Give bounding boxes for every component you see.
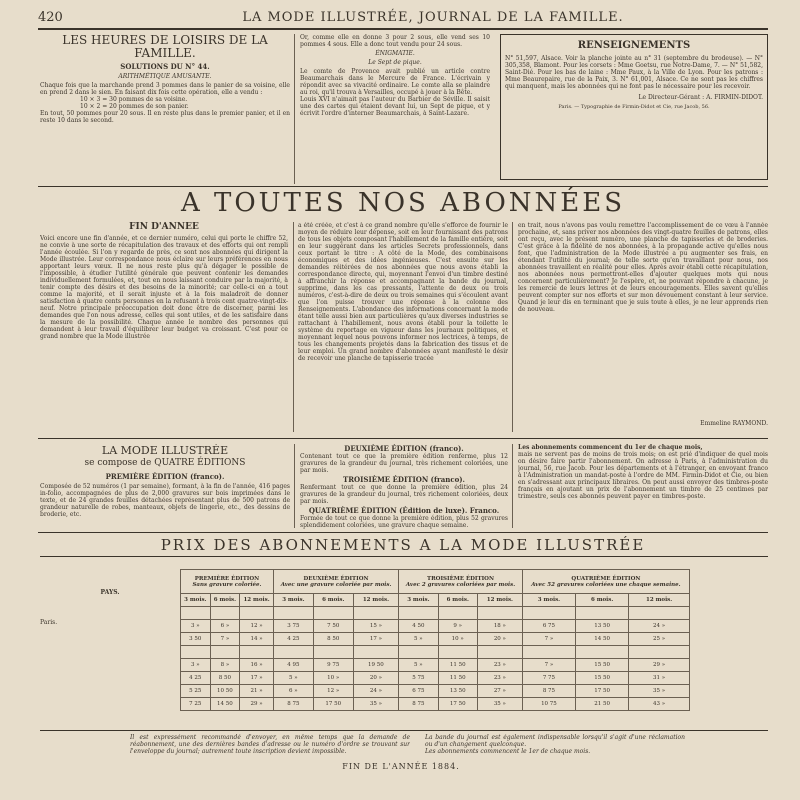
enigma-text-2: Louis XVI n'aimait pas l'auteur du Barbier de Séville. Il saisit une des cartes qui étaient devant lui, un Sept de pique, et y écrivit l'ordre d'interner Beaumarchais, à Saint-Lazare.: [300, 96, 490, 117]
running-header: [38, 6, 768, 30]
enigma-heading: Le Sept de pique.: [368, 59, 422, 66]
renseignements-text: N° 51,597, Alsace. Voir la planche jointe au n° 31 (septembre du brodeuse). — N° 305,358, Blamont. Pour les corsets : Mme Goetsu, rue Notre-Dame, 7. — N° 51,582, Saint-Dié. Pour les bas de laine : Mme Paux, à la Ville de Lyon. Pour les patrons : Mme Beaurepaire, rue de la Paix, 3. N° 61,001, Alsace. Ce ne sont pas les chiffres qui manquent, mais les abonnées qui ne font pas le nécessaire pour les recevoir.: [505, 55, 763, 90]
unit-cell: [576, 607, 629, 620]
enigma-intro: Or, comme elle en donne 3 pour 2 sous, elle vend ses 10 pommes 4 sous. Elle a donc tout vendu pour 24 sous.: [300, 34, 490, 48]
price-cell: [353, 646, 399, 659]
price-cell: 8 50: [210, 672, 240, 685]
pays-header: PAYS.: [100, 589, 120, 596]
printer-line: Paris. — Typographie de Firmin-Didot et Cie, rue Jacob, 56.: [558, 104, 710, 110]
price-cell: [240, 646, 274, 659]
period-header: 3 mois.: [522, 594, 575, 607]
price-cell: 8 75: [522, 685, 575, 698]
fourth-edition-title: QUATRIÈME ÉDITION (Édition de luxe). Franco.: [308, 506, 500, 515]
edition-note: Avec une gravure coloriée par mois.: [280, 581, 392, 588]
price-cell: 7 »: [522, 659, 575, 672]
edition-note: Avec 52 gravures coloriées une chaque semaine.: [531, 581, 681, 588]
unit-cell: [438, 607, 477, 620]
footer: FIN DE L'ANNÉE 1884.: [342, 762, 460, 771]
price-cell: 15 50: [576, 672, 629, 685]
third-edition-text: Renfermant tout ce que donne la première édition, plus 24 gravures de la grandeur du journal, très richement coloriées, deux par mois.: [300, 484, 508, 505]
abonnees-title: A TOUTES NOS ABONNÉES: [180, 188, 626, 218]
second-edition-title: DEUXIÈME ÉDITION (franco).: [344, 444, 464, 453]
column-rule: [294, 444, 295, 528]
editions-title-1: LA MODE ILLUSTRÉE: [101, 444, 229, 457]
price-cell: [576, 646, 629, 659]
price-cell: 11 50: [438, 672, 477, 685]
period-header: 6 mois.: [438, 594, 477, 607]
period-header: 6 mois.: [576, 594, 629, 607]
price-cell: 7 50: [313, 620, 353, 633]
edition-name: PREMIÈRE ÉDITION: [194, 575, 260, 582]
subscriptions-info: [518, 444, 768, 530]
price-cell: 10 »: [313, 672, 353, 685]
abonnees-text-2: a été créée, et c'est à ce grand nombre qu'elle s'efforce de fournir le moyen de réduire leur dépense, soit en leur fournissant des patrons de tous les objets composant l'habillement de la famille entière, soit en leur suggérant dans les articles Secrets professionnels, dans ceux portant le titre : A côté de la Mode, des combinaisons économiques et des idées ingénieuses. C'est ensuite sur les demandes réitérées de nos abonnées que nous avons établi la correspondance directe, qui, moyennant l'envoi d'un timbre destiné à affranchir la réponse et accompagnant la bande du journal, supprime, dans les cas pressants, l'attente de deux ou trois numéros, c'est-à-dire de deux ou trois semaines qui s'écoulent avant que l'on puisse trouver une réponse à la colonne des Renseignements. L'abondance des informations concernant la mode étant telle aussi bien aux particulières qu'aux diverses industries se rattachant à l'habillement, nous avons établi pour la toilette le système du reportage en vigueur dans les journaux politiques, et moyennant lequel nous pouvons informer nos lectrices, à temps, de tous les changements projetés dans la fabrication des tissus et de leur emploi. Un grand nombre d'abonnées ayant manifesté le désir de recevoir une planche de tapisserie tracée: [298, 222, 508, 362]
price-cell: 10 50: [210, 685, 240, 698]
price-cell: 13 50: [438, 685, 477, 698]
price-cell: 5 75: [399, 672, 438, 685]
price-cell: [629, 646, 690, 659]
arithmetic-caption: ARITHMÉTIQUE AMUSANTE.: [118, 73, 212, 80]
edition-header-row: [181, 570, 690, 594]
section-rule: [38, 532, 768, 533]
price-cell: [438, 646, 477, 659]
price-cell: 17 »: [240, 672, 274, 685]
price-cell: 35 »: [477, 698, 522, 711]
renseignements-box: [500, 34, 768, 180]
price-cell: 7 75: [522, 672, 575, 685]
table-row: [181, 685, 690, 698]
column-rule: [512, 444, 513, 528]
price-cell: 29 »: [629, 659, 690, 672]
price-cell: 8 »: [210, 659, 240, 672]
price-cell: 20 »: [477, 633, 522, 646]
period-header: 6 mois.: [210, 594, 240, 607]
price-cell: [399, 646, 438, 659]
price-cell: [313, 646, 353, 659]
note-left: [130, 734, 410, 760]
unit-cell: [629, 607, 690, 620]
price-cell: 11 50: [438, 659, 477, 672]
price-cell: 8 50: [313, 633, 353, 646]
pays-list: [40, 617, 180, 629]
price-cell: 10 75: [522, 698, 575, 711]
column-rule: [293, 222, 294, 432]
note-right: [425, 734, 685, 760]
price-cell: 8 75: [399, 698, 438, 711]
price-cell: 12 »: [240, 620, 274, 633]
first-edition-text: Composée de 52 numéros (1 par semaine), formant, à la fin de l'année, 416 pages in-folio, accompagnées de plus de 2,000 gravures sur bois imprimées dans le texte, et de 24 grandes feuilles détachées représentant plus de 500 patrons de grandeur naturelle de robes, manteaux, objets de lingerie, etc., des dessins de broderie, etc.: [40, 483, 290, 518]
price-cell: 27 »: [477, 685, 522, 698]
table-top-rule: [40, 556, 768, 557]
editions-title-2: se compose de QUATRE ÉDITIONS: [84, 458, 246, 468]
section-rule: [38, 186, 768, 187]
price-cell: 18 »: [477, 620, 522, 633]
subscriptions-title: Les abonnements commencent du 1er de chaque mois,: [518, 444, 703, 451]
period-header-row: [181, 594, 690, 607]
editions-middle: [300, 444, 508, 530]
first-edition-title: PREMIÈRE ÉDITION (franco).: [105, 472, 225, 481]
second-edition-text: Contenant tout ce que la première édition renferme, plus 12 gravures de la grandeur du journal, très richement coloriées, une par mois.: [300, 453, 508, 474]
period-header: 3 mois.: [181, 594, 211, 607]
price-cell: 7 »: [210, 633, 240, 646]
period-header: 6 mois.: [313, 594, 353, 607]
leisure-title: LES HEURES DE LOISIRS DE LA FAMILLE.: [62, 34, 268, 60]
running-title: LA MODE ILLUSTRÉE, JOURNAL DE LA FAMILLE.: [242, 10, 624, 25]
price-cell: [181, 646, 211, 659]
price-cell: 9 »: [438, 620, 477, 633]
price-cell: 31 »: [629, 672, 690, 685]
price-cell: 6 75: [399, 685, 438, 698]
calc-line-2: 10 × 2 = 20 pommes de son panier.: [80, 103, 189, 110]
arithmetic-conclusion: En tout, 50 pommes pour 20 sous. Il en reste plus dans le premier panier, et il en reste 10 dans le second.: [40, 110, 290, 124]
price-cell: 12 »: [313, 685, 353, 698]
calc-line-1: 10 × 3 = 30 pommes de sa voisine.: [80, 96, 188, 103]
prices-table: [180, 569, 690, 711]
abonnees-text-3: en trait, nous n'avons pas voulu remettre l'accomplissement de ce vœu à l'année prochaine, et, sans priver nos abonnées des vingt-quatre feuilles de patrons, elles ont reçu, avec le présent numéro, une planche de tapisseries et de broderies. C'est grâce à la fidélité de nos abonnées, à la propagande active qu'elles nous font, que l'administration de la Mode illustrée a pu augmenter ses frais, en étendant l'utilité du journal; de telle sorte qu'en travaillant pour nous, nos abonnées travaillent en réalité pour elles. Après avoir établi cette récapitulation, nos abonnées nous permettront-elles d'ajouter quelques mots qui nous concernent particulièrement? Je l'espère, et, ne pouvant répondre à chacune, je les remercie de leurs lettres et de leurs encouragements. Elles savent qu'elles peuvent compter sur nos efforts et sur mon dévouement constant à leur service. Quand je leur dis en terminant que je suis toute à elles, je ne leur apprends rien de nouveau.: [518, 222, 768, 313]
unit-cell: [210, 607, 240, 620]
price-cell: [273, 646, 313, 659]
pays-label: Paris.: [40, 619, 58, 626]
leisure-section: [40, 34, 290, 214]
price-cell: 5 »: [399, 633, 438, 646]
edition-note: Sans gravure coloriée.: [192, 581, 262, 588]
price-cell: 6 »: [273, 685, 313, 698]
column-rule: [512, 222, 513, 432]
price-cell: 17 50: [313, 698, 353, 711]
abonnees-column-1: [40, 222, 288, 434]
period-header: 12 mois.: [629, 594, 690, 607]
edition-note: Avec 2 gravures coloriées par mois.: [405, 581, 516, 588]
price-cell: 21 »: [240, 685, 274, 698]
enigma-caption: ÉNIGMATIE.: [375, 50, 415, 57]
price-cell: 4 25: [273, 633, 313, 646]
price-cell: 35 »: [353, 698, 399, 711]
price-cell: 14 »: [240, 633, 274, 646]
prices-title: PRIX DES ABONNEMENTS A LA MODE ILLUSTRÉE: [160, 536, 646, 554]
enigma-text: Le comte de Provence avait publié un article contre Beaumarchais dans le Mercure de France. L'écrivain y répondit avec sa vivacité ordinaire. Le comte alla se plaindre au roi, qu'il trouva à Versailles, occupé à jouer à la Bête.: [300, 68, 490, 96]
unit-cell: [313, 607, 353, 620]
price-cell: 5 »: [273, 672, 313, 685]
abonnees-column-3: [518, 222, 768, 434]
price-cell: 23 »: [477, 659, 522, 672]
price-cell: 24 »: [353, 685, 399, 698]
price-cell: 24 »: [629, 620, 690, 633]
unit-cell: [273, 607, 313, 620]
price-cell: [210, 646, 240, 659]
price-cell: 35 »: [629, 685, 690, 698]
price-cell: 8 75: [273, 698, 313, 711]
price-cell: 5 »: [399, 659, 438, 672]
price-cell: 4 25: [181, 672, 211, 685]
section-rule: [38, 438, 768, 439]
price-cell: 13 50: [576, 620, 629, 633]
period-header: 12 mois.: [353, 594, 399, 607]
price-cell: 14 50: [210, 698, 240, 711]
price-cell: 29 »: [240, 698, 274, 711]
price-cell: 15 50: [576, 659, 629, 672]
period-header: 12 mois.: [477, 594, 522, 607]
price-cell: 21 50: [576, 698, 629, 711]
unit-cell: [477, 607, 522, 620]
page-number: 420: [38, 10, 63, 25]
price-cell: 17 50: [438, 698, 477, 711]
unit-cell: [181, 607, 211, 620]
unit-cell: [353, 607, 399, 620]
subscriptions-text: mais ne servent pas de moins de trois mois; on est prié d'indiquer de quel mois on désire faire partir l'abonnement. On adresse à Paris, à l'administration du journal, 56, rue Jacob. Pour les départements et à l'étranger, en envoyant franco à l'Administration un mandat-poste à l'ordre de MM. Firmin-Didot et Cie, ou bien en s'adressant aux principaux libraires. On peut aussi envoyer des timbres-poste français en ajoutant un prix de l'abonnement un timbre de 25 centimes par trimestre, seuls ces abonnés peuvent payer en timbres-poste.: [518, 451, 768, 500]
price-cell: 7 »: [522, 633, 575, 646]
prices-body: [181, 620, 690, 711]
price-cell: 4 95: [273, 659, 313, 672]
price-cell: [522, 646, 575, 659]
price-cell: 19 50: [353, 659, 399, 672]
table-row: [181, 672, 690, 685]
price-cell: 9 75: [313, 659, 353, 672]
price-cell: 4 50: [399, 620, 438, 633]
period-header: 12 mois.: [240, 594, 274, 607]
note-left-text: Il est expressément recommandé d'envoyer, en même temps que la demande de réabonnement, une des dernières bandes d'adresse ou le numéro d'ordre se trouvant sur l'enveloppe du journal; autrement toute inscription devient impossible.: [130, 734, 410, 755]
editions-intro: [40, 444, 290, 530]
abonnees-text-1: Voici encore une fin d'année, et ce dernier numéro, celui qui porte le chiffre 52, ne convie à une sorte de récapitulation des travaux et des efforts qui ont rempli l'année écoulée. Si l'on y regarde de près, ce sont nos abonnées qui dirigent la Mode illustrée. Leur correspondance nous éclaire sur leurs préférences en nous apportant leurs vœux. Il ne nous reste plus qu'à dégager le possible de l'impossible, à étudier l'utilité générale que peuvent contenir les demandes individuellement formulées, et, tout en nous laissant conduire par la majorité, à tenir compte des désirs et des besoins de la minorité; car celle-ci en a tout comme la majorité, et il serait injuste et à la fois maladroit de donner satisfaction à quatre cents personnes en la refusant à trois cent quatre-vingt-dix-neuf. Notre principale préoccupation doit donc être de discerner, parmi les demandes que l'on nous adresse, celles qui sont utiles, et de les satisfaire dans la mesure de la possibilité. Chaque année le nombre des personnes qui demandent à leur travail d'équilibrer leur budget va croissant. C'est pour ce grand nombre que la Mode illustrée: [40, 235, 288, 340]
edition-name: DEUXIÈME ÉDITION: [303, 575, 369, 582]
column-rule: [294, 34, 295, 184]
price-cell: 7 25: [181, 698, 211, 711]
table-row: [181, 698, 690, 711]
edition-header-4: [522, 570, 689, 594]
table-row: [181, 620, 690, 633]
edition-header-2: [273, 570, 398, 594]
price-cell: 3 »: [181, 620, 211, 633]
enigma-section: [300, 34, 490, 214]
third-edition-title: TROISIÈME ÉDITION (franco).: [343, 475, 465, 484]
price-cell: 3 75: [273, 620, 313, 633]
table-row: [181, 633, 690, 646]
edition-name: QUATRIÈME ÉDITION: [571, 575, 641, 582]
note-right-text-2: Les abonnements commencent le 1er de chaque mois.: [425, 748, 591, 755]
abonnees-column-2: [298, 222, 508, 434]
price-cell: 16 »: [240, 659, 274, 672]
edition-header-1: [181, 570, 274, 594]
period-header: 3 mois.: [273, 594, 313, 607]
price-cell: 10 »: [438, 633, 477, 646]
price-cell: 25 »: [629, 633, 690, 646]
price-cell: 14 50: [576, 633, 629, 646]
price-cell: 3 50: [181, 633, 211, 646]
director-signature: Le Directeur-Gérant : A. FIRMIN-DIDOT.: [638, 94, 763, 101]
price-cell: 17 50: [576, 685, 629, 698]
price-cell: 6 75: [522, 620, 575, 633]
fourth-edition-text: Formée de tout ce que donne la première édition, plus 52 gravures splendidement coloriées, une gravure chaque semaine.: [300, 515, 508, 529]
pays-column: [40, 569, 180, 629]
unit-cell: [399, 607, 438, 620]
unit-cell: [522, 607, 575, 620]
price-cell: 23 »: [477, 672, 522, 685]
period-header: 3 mois.: [399, 594, 438, 607]
price-cell: 43 »: [629, 698, 690, 711]
fin-annee-heading: FIN D'ANNÉE: [129, 222, 199, 232]
unit-header-row: [181, 607, 690, 620]
price-cell: 17 »: [353, 633, 399, 646]
price-cell: 3 »: [181, 659, 211, 672]
table-row: [181, 646, 690, 659]
edition-name: TROISIÈME ÉDITION: [427, 575, 494, 582]
price-cell: 6 »: [210, 620, 240, 633]
note-right-text-1: La bande du journal est également indispensable lorsqu'il s'agit d'une réclamation ou d'un changement quelconque.: [425, 734, 685, 748]
price-cell: 20 »: [353, 672, 399, 685]
arithmetic-text: Chaque fois que la marchande prend 3 pommes dans le panier de sa voisine, elle en prend 2 dans le sien. En faisant dix fois cette opération, elle a vendu :: [40, 82, 290, 96]
table-row: [181, 659, 690, 672]
renseignements-title: RENSEIGNEMENTS: [577, 40, 691, 51]
price-cell: 5 25: [181, 685, 211, 698]
price-cell: 15 »: [353, 620, 399, 633]
solutions-heading: SOLUTIONS DU N° 44.: [120, 62, 210, 71]
edition-header-3: [399, 570, 523, 594]
price-cell: [477, 646, 522, 659]
raymond-signature: Emmeline RAYMOND.: [700, 420, 768, 427]
unit-cell: [240, 607, 274, 620]
table-bottom-rule: [40, 730, 768, 731]
